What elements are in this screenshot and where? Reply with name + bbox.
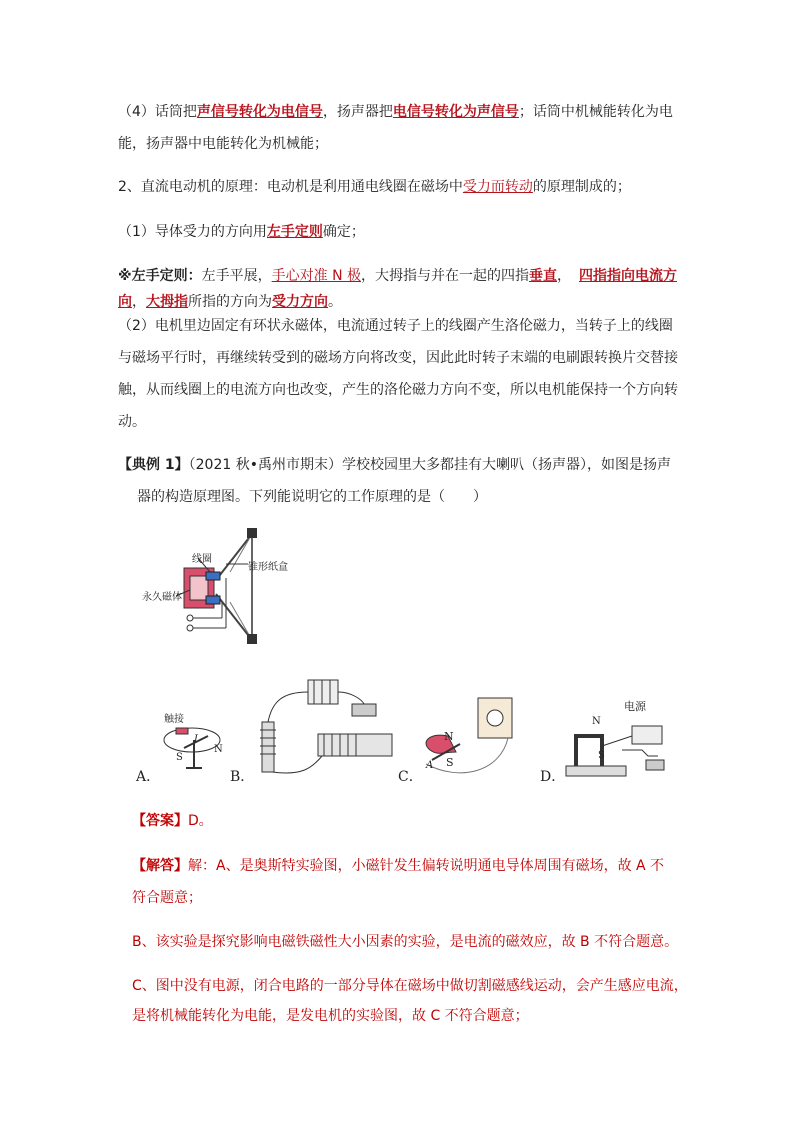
highlight-text: 垂直 bbox=[529, 268, 557, 284]
south-label: S bbox=[176, 752, 183, 763]
power-label: 电源 bbox=[624, 700, 646, 713]
solution-line-1 bbox=[132, 856, 664, 876]
south-label: S bbox=[446, 756, 454, 769]
option-a-label: A． bbox=[136, 769, 161, 785]
left-hand-rule-line-2 bbox=[118, 292, 342, 312]
current-label: I bbox=[194, 734, 198, 745]
para-4-line-2: 能，扬声器中电能转化为机械能； bbox=[118, 136, 328, 152]
text: （2021 秋•禹州市期末）学校校园里大多都挂有大喇叭（扬声器），如图是扬声 bbox=[188, 457, 671, 473]
north-label: N bbox=[592, 716, 601, 727]
example-line-1 bbox=[118, 455, 671, 475]
text: 。 bbox=[328, 294, 342, 310]
text: 解：A、是奥斯特实验图，小磁针发生偏转说明通电导体周围有磁场，故 A 不 bbox=[188, 858, 665, 874]
option-d-label: D． bbox=[540, 769, 566, 785]
example-tag: 【典例 1】 bbox=[118, 457, 189, 473]
highlight-text: 大拇指 bbox=[146, 294, 188, 310]
option-b-label: B． bbox=[230, 769, 255, 785]
touch-label: 触接 bbox=[164, 714, 184, 725]
magnet-label: 永久磁体 bbox=[142, 592, 182, 603]
answer-line bbox=[132, 811, 213, 831]
solution-tag: 【解答】 bbox=[132, 858, 188, 874]
text: （1）导体受力的方向用 bbox=[118, 224, 267, 240]
answer-tag: 【答案】 bbox=[132, 813, 188, 829]
highlight-text: 向 bbox=[118, 294, 132, 310]
highlight-text: 电信号转化为声信号 bbox=[392, 104, 519, 120]
text: ；话筒中机械能转化为电 bbox=[518, 104, 673, 120]
para-4-line-1 bbox=[118, 102, 673, 122]
solution-line-2: 符合题意； bbox=[132, 890, 202, 906]
speaker-diagram bbox=[140, 522, 300, 652]
point-a-label: A bbox=[426, 760, 434, 771]
left-hand-rule-line-1 bbox=[118, 266, 677, 286]
highlight-text: 四指指向电流方 bbox=[579, 268, 677, 284]
text: 左手平展， bbox=[201, 268, 272, 284]
highlight-text: 左手定则 bbox=[266, 224, 323, 240]
text: 2、直流电动机的原理：电动机是利用通电线圈在磁场中 bbox=[118, 179, 463, 195]
text: ， bbox=[132, 294, 146, 310]
para-motor-line-3: 触，从而线圈上的电流方向也改变，产生的洛伦磁力方向不变，所以电机能保持一个方向转 bbox=[118, 382, 678, 398]
text: ，扬声器把 bbox=[322, 104, 393, 120]
text: ，大拇指与并在一起的四指 bbox=[361, 268, 529, 284]
rule-title: ※左手定则： bbox=[118, 268, 202, 284]
option-c-label: C． bbox=[398, 769, 423, 785]
solution-line-5: 是将机械能转化为电能，是发电机的实验图，故 C 不符合题意； bbox=[132, 1008, 529, 1024]
text: （4）话筒把 bbox=[118, 104, 197, 120]
oersted-diagram bbox=[162, 706, 232, 776]
highlight-text: 受力而转动 bbox=[462, 179, 533, 195]
text: 的原理制成的； bbox=[532, 179, 631, 195]
para-motor-line-1: （2）电机里边固定有环状永磁体，电流通过转子上的线圈产生洛伦磁力，当转子上的线圈 bbox=[118, 318, 673, 334]
north-label: N bbox=[444, 730, 454, 743]
south-label: S bbox=[598, 750, 605, 761]
coil-label: 线圈 bbox=[192, 554, 212, 565]
solution-line-3: B、该实验是探究影响电磁铁磁性大小因素的实验，是电流的磁效应，故 B 不符合题意。 bbox=[132, 934, 679, 950]
highlight-text: 受力方向 bbox=[272, 294, 328, 310]
highlight-text: 手心对准 N 极 bbox=[271, 268, 361, 284]
para-motor-line-4: 动。 bbox=[118, 414, 146, 430]
solution-line-4: C、图中没有电源，闭合电路的一部分导体在磁场中做切割磁感线运动，会产生感应电流， bbox=[132, 978, 688, 994]
text: 所指的方向为 bbox=[188, 294, 272, 310]
highlight-text: 声信号转化为电信号 bbox=[196, 104, 323, 120]
text: ， bbox=[557, 268, 571, 284]
para-motor-line-2: 与磁场平行时，再继续转受到的磁场方向将改变，因此此时转子末端的电刷跟转换片交替接 bbox=[118, 350, 678, 366]
para-motor-principle bbox=[118, 177, 631, 197]
north-label: N bbox=[214, 744, 223, 755]
example-line-2: 器的构造原理图。下列能说明它的工作原理的是（ ） bbox=[137, 489, 487, 505]
answer-text: D。 bbox=[188, 813, 213, 829]
motor-diagram bbox=[562, 700, 672, 786]
para-force-direction bbox=[118, 222, 365, 242]
electromagnet-diagram bbox=[252, 672, 402, 782]
cone-label: 锥形纸盒 bbox=[248, 562, 288, 573]
generator-diagram bbox=[420, 692, 520, 782]
text: 确定； bbox=[322, 224, 365, 240]
